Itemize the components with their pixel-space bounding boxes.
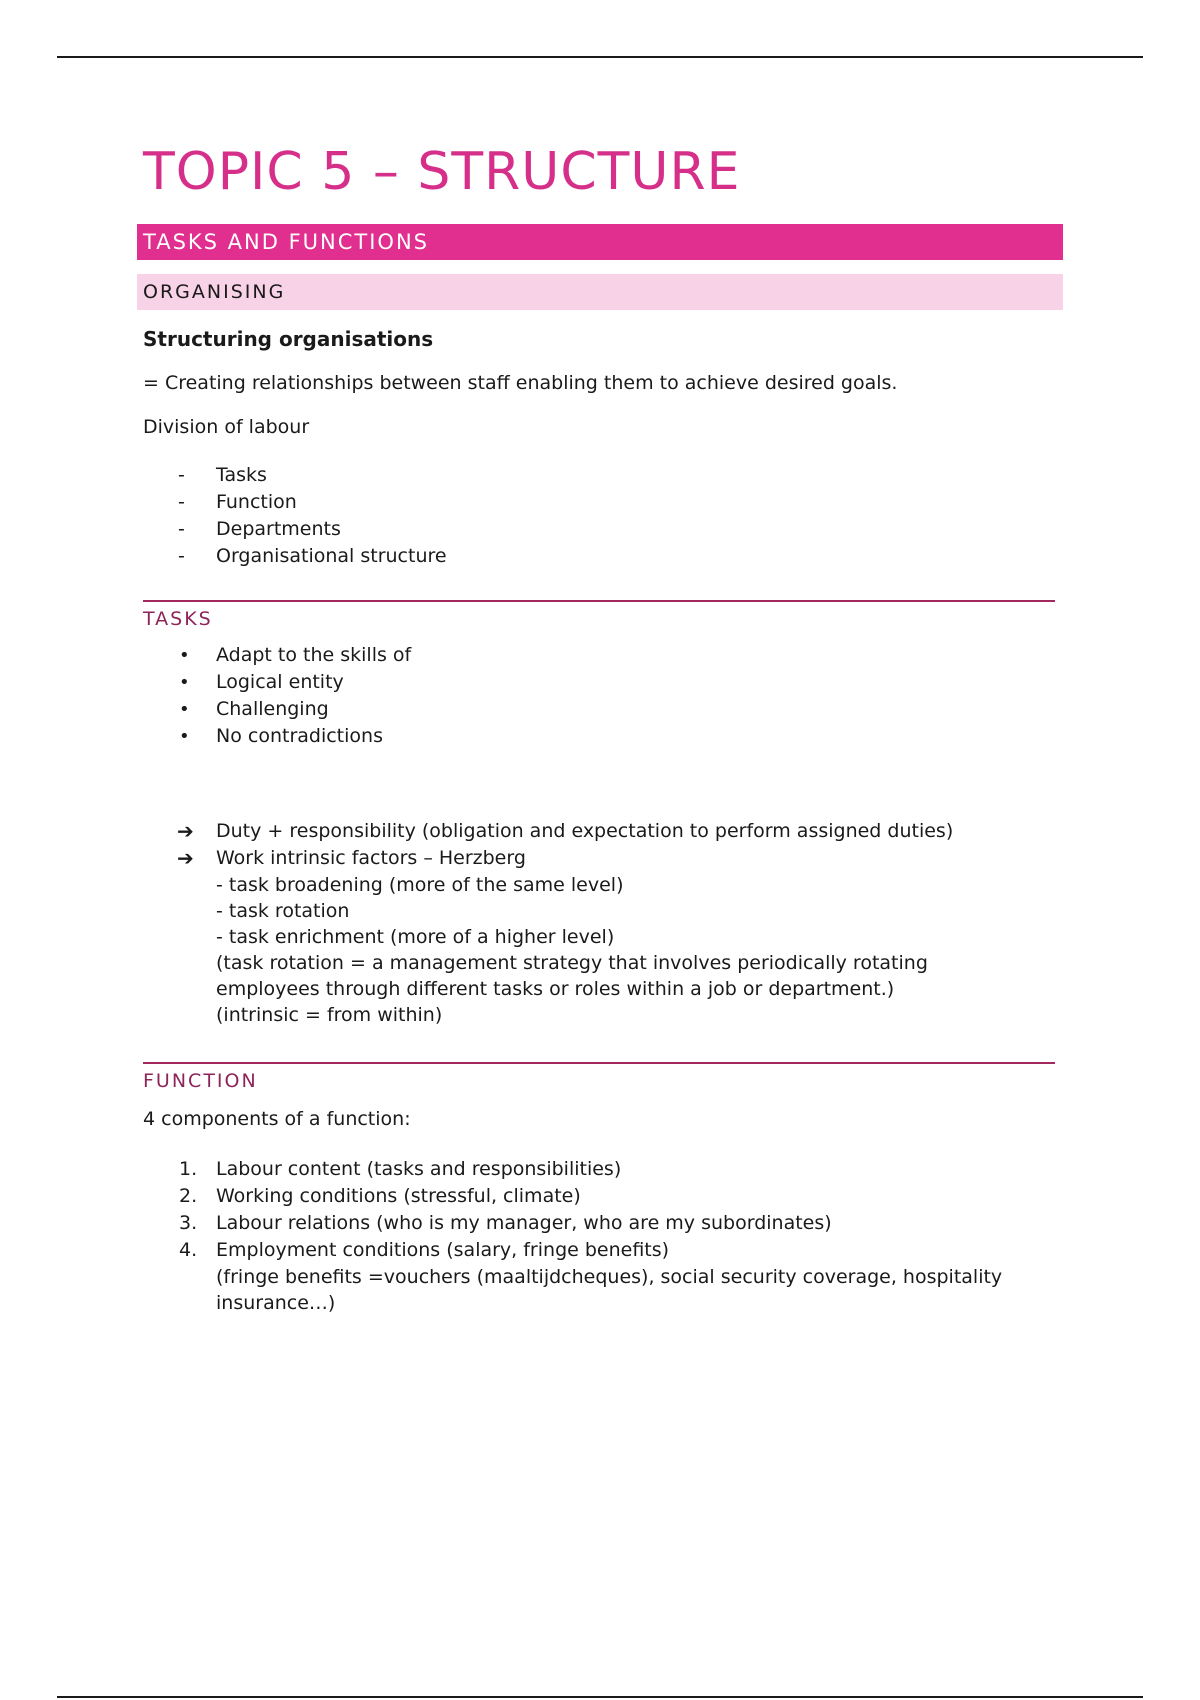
arrow-right-icon: ➔ <box>177 846 194 870</box>
detail-line: (task rotation = a management strategy that involves periodically rotating <box>216 952 928 974</box>
detail-line: (intrinsic = from within) <box>216 1004 443 1026</box>
heading-function: FUNCTION <box>143 1062 1055 1094</box>
item-number: 2. <box>179 1185 198 1207</box>
list-item: ➔ Duty + responsibility (obligation and expectation to perform assigned duties) <box>177 819 954 843</box>
definition-text: = Creating relationships between staff enabling them to achieve desired goals. <box>143 372 898 394</box>
bullet-icon: • <box>179 645 190 666</box>
division-label: Division of labour <box>143 416 310 438</box>
subheading-structuring: Structuring organisations <box>143 327 434 351</box>
heading-organising: ORGANISING <box>137 274 1063 310</box>
function-components-list <box>143 1156 1063 1264</box>
list-item: • Challenging <box>143 696 1063 723</box>
list-item: 2. Working conditions (stressful, climate) <box>143 1183 1063 1210</box>
arrow-right-icon: ➔ <box>177 819 194 843</box>
list-item: • No contradictions <box>143 723 1063 750</box>
list-item: - Departments <box>143 516 1063 543</box>
list-item: 4. Employment conditions (salary, fringe benefits) <box>143 1237 1063 1264</box>
herzberg-details <box>143 872 1063 1028</box>
detail-line: - task rotation <box>216 900 350 922</box>
fringe-note-line: insurance…) <box>216 1292 336 1314</box>
list-item: - Organisational structure <box>143 543 1063 570</box>
list-item: - Function <box>143 489 1063 516</box>
detail-line: - task enrichment (more of a higher level) <box>216 926 615 948</box>
detail-line: employees through different tasks or roles within a job or department.) <box>216 978 895 1000</box>
dash-marker: - <box>178 491 185 513</box>
bullet-icon: • <box>179 699 190 720</box>
bottom-rule <box>57 1696 1143 1698</box>
bullet-icon: • <box>179 726 190 747</box>
item-number: 1. <box>179 1158 198 1180</box>
heading-tasks: TASKS <box>143 600 1055 632</box>
document-body <box>143 136 1063 1316</box>
list-item: 1. Labour content (tasks and responsibilities) <box>143 1156 1063 1183</box>
list-item: ➔ Work intrinsic factors – Herzberg <box>177 846 526 870</box>
list-item: - Tasks <box>143 462 1063 489</box>
dash-marker: - <box>178 518 185 540</box>
list-item: • Logical entity <box>143 669 1063 696</box>
heading-tasks-and-functions: TASKS AND FUNCTIONS <box>137 224 1063 260</box>
list-item: 3. Labour relations (who is my manager, who are my subordinates) <box>143 1210 1063 1237</box>
function-intro: 4 components of a function: <box>143 1108 411 1130</box>
division-list <box>143 462 1063 570</box>
dash-marker: - <box>178 545 185 567</box>
page-title: TOPIC 5 – STRUCTURE <box>143 142 741 202</box>
item-number: 4. <box>179 1239 198 1261</box>
dash-marker: - <box>178 464 185 486</box>
tasks-bullet-list <box>143 642 1063 750</box>
fringe-note-line: (fringe benefits =vouchers (maaltijdcheques), social security coverage, hospitality <box>216 1266 1003 1288</box>
list-item: • Adapt to the skills of <box>143 642 1063 669</box>
tasks-arrow-list <box>143 818 1063 872</box>
bullet-icon: • <box>179 672 190 693</box>
top-rule <box>57 56 1143 58</box>
detail-line: - task broadening (more of the same level) <box>216 874 624 896</box>
item-number: 3. <box>179 1212 198 1234</box>
